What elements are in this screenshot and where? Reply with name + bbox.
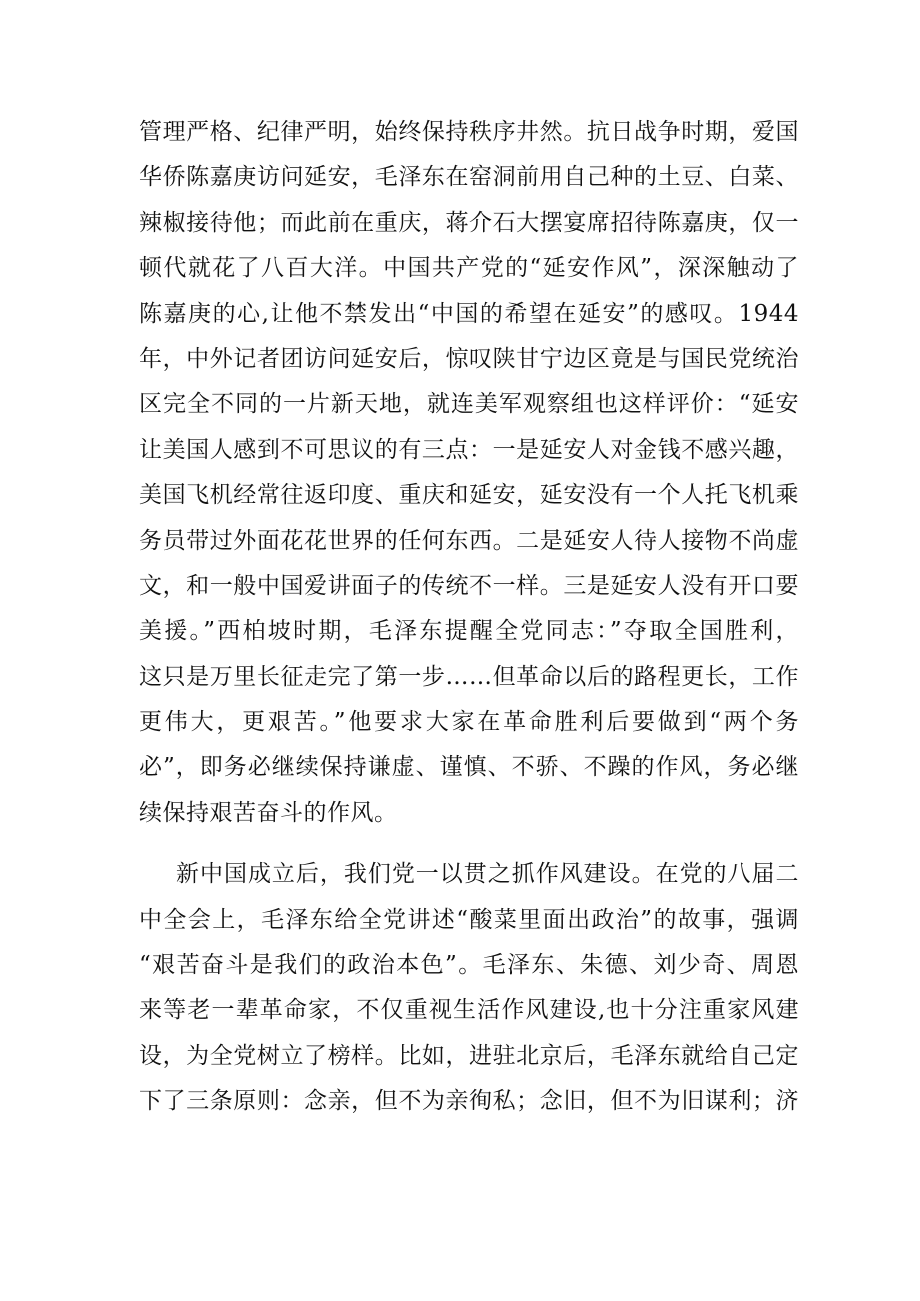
text-line: 这只是万里长征走完了第一步……但革命以后的路程更长，工作 xyxy=(139,663,799,690)
text-line: 来等老一辈革命家，不仅重视生活作风建设,也十分注重家风建 xyxy=(139,997,799,1024)
text-line: 设，为全党树立了榜样。比如，进驻北京后，毛泽东就给自己定 xyxy=(139,1042,799,1069)
paragraph-2 xyxy=(139,852,799,1124)
text-line: 新中国成立后，我们党一以贯之抓作风建设。在党的八届二 xyxy=(176,861,799,888)
text-line: 美国飞机经常往返印度、重庆和延安，延安没有一个人托飞机乘 xyxy=(139,482,799,509)
text-line: 陈嘉庚的心,让他不禁发出“中国的希望在延安”的感叹。1944 xyxy=(139,300,799,327)
text-line: 文，和一般中国爱讲面子的传统不一样。三是延安人没有开口要 xyxy=(139,572,799,599)
document-body xyxy=(139,110,799,1125)
text-line: 让美国人感到不可思议的有三点：一是延安人对金钱不感兴趣， xyxy=(139,436,799,463)
text-line: 中全会上，毛泽东给全党讲述“酸菜里面出政治”的故事，强调 xyxy=(139,906,799,933)
text-line: 华侨陈嘉庚访问延安，毛泽东在窑洞前用自己种的土豆、白菜、 xyxy=(139,164,799,191)
text-line: 续保持艰苦奋斗的作风。 xyxy=(139,799,398,826)
text-line: 必”，即务必继续保持谦虚、谨慎、不骄、不躁的作风，务必继 xyxy=(139,754,799,781)
text-line: 辣椒接待他；而此前在重庆，蒋介石大摆宴席招待陈嘉庚，仅一 xyxy=(139,209,799,236)
text-line: 管理严格、纪律严明，始终保持秩序井然。抗日战争时期，爱国 xyxy=(139,119,799,145)
text-line: 美援。”西柏坡时期，毛泽东提醒全党同志：”夺取全国胜利， xyxy=(139,618,799,645)
text-line: 务员带过外面花花世界的任何东西。二是延安人待人接物不尚虚 xyxy=(139,527,799,554)
text-line: 年，中外记者团访问延安后，惊叹陕甘宁边区竟是与国民党统治 xyxy=(139,345,799,372)
text-line: 区完全不同的一片新天地，就连美军观察组也这样评价：“延安 xyxy=(139,391,799,418)
text-line: 下了三条原则：念亲，但不为亲徇私；念旧，但不为旧谋利；济 xyxy=(139,1088,799,1115)
text-line: 更伟大，更艰苦。”他要求大家在革命胜利后要做到“两个务 xyxy=(139,709,799,736)
text-line: “艰苦奋斗是我们的政治本色”。毛泽东、朱德、刘少奇、周恩 xyxy=(139,952,799,979)
text-line: 顿代就花了八百大洋。中国共产党的“延安作风”，深深触动了 xyxy=(139,255,799,282)
paragraph-1 xyxy=(139,110,799,836)
